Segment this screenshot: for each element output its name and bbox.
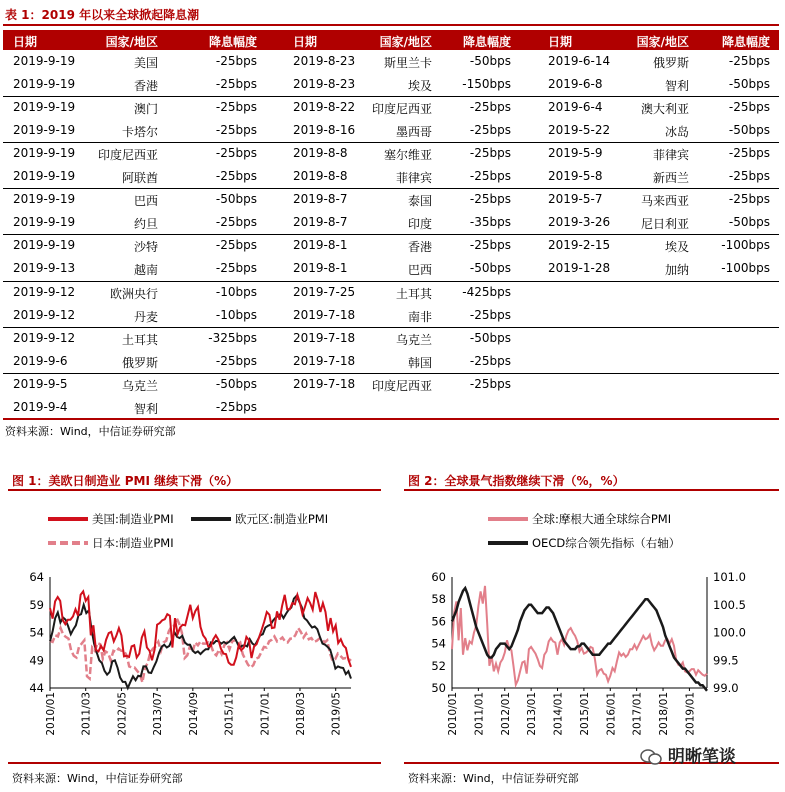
table-cell: 菲律宾 — [652, 148, 689, 163]
table-cell: 乌克兰 — [121, 378, 158, 393]
table-cell: 香港 — [133, 79, 158, 94]
table-cell: 印度尼西亚 — [371, 378, 432, 393]
table-cell: -25bps — [469, 353, 511, 368]
x-tick-label: 2010/01 — [447, 692, 459, 736]
x-tick-label: 2018/03 — [294, 692, 307, 736]
y-right-tick-label: 101.0 — [713, 570, 746, 584]
header-cell: 日期 — [13, 35, 38, 49]
table-cell: -25bps — [469, 238, 511, 253]
table-row — [3, 50, 779, 73]
table-cell: 阿联酋 — [121, 171, 158, 186]
legend-label: OECD综合领先指标（右轴） — [532, 536, 681, 550]
table-cell: 2019-9-12 — [13, 284, 76, 299]
y-left-tick-label: 58 — [431, 592, 446, 607]
x-tick-label: 2016/01 — [605, 692, 618, 736]
table-cell: 2019-6-14 — [548, 54, 611, 68]
table-cell: 2019-6-8 — [548, 77, 603, 92]
x-tick-label: 2018/01 — [658, 692, 671, 736]
table-cell: -35bps — [469, 215, 511, 230]
table-cell: 沙特 — [133, 240, 158, 255]
table-row — [3, 373, 779, 396]
table-cell: -50bps — [469, 54, 511, 68]
table-cell: 2019-8-8 — [293, 169, 348, 184]
table-cell: 俄罗斯 — [121, 355, 158, 370]
table-row — [3, 211, 779, 234]
table-cell: 2019-9-6 — [13, 353, 68, 368]
x-tick-label: 2019/05 — [330, 692, 343, 736]
figure2-source: 资料来源：Wind，中信证券研究部 — [408, 772, 579, 785]
legend-label: 欧元区:制造业PMI — [235, 512, 329, 526]
header-cell: 国家/地区 — [105, 35, 158, 49]
header-cell: 国家/地区 — [379, 35, 432, 49]
x-tick-label: 2015/11 — [223, 692, 236, 736]
table-title: 表 1：2019 年以来全球掀起降息潮 — [5, 8, 200, 22]
table-cell: -50bps — [215, 376, 257, 391]
table-cell: -25bps — [469, 100, 511, 115]
table-cell: 香港 — [407, 240, 432, 255]
table-cell: 2019-9-19 — [13, 123, 76, 138]
table-cell: 2019-7-18 — [293, 376, 356, 391]
x-tick-label: 2017/01 — [631, 692, 644, 736]
table-cell: 卡塔尔 — [121, 125, 158, 140]
y-right-tick-label: 99.0 — [713, 681, 739, 695]
table-cell: 土耳其 — [395, 286, 432, 301]
table-cell: -25bps — [215, 353, 257, 368]
table-header — [3, 30, 779, 50]
figure2-rule — [404, 489, 779, 491]
table-cell: -25bps — [728, 100, 770, 115]
figure2-chart — [404, 495, 782, 760]
y-left-tick-label: 56 — [431, 614, 446, 629]
table-cell: 2019-9-19 — [13, 169, 76, 184]
table-cell: -10bps — [215, 307, 257, 322]
table-cell: 尼日利亚 — [640, 217, 689, 232]
table-row — [3, 96, 779, 119]
legend-label: 全球:摩根大通全球综合PMI — [532, 512, 672, 526]
x-tick-label: 2012/01 — [499, 692, 512, 736]
series-us-pmi — [50, 591, 351, 667]
header-cell: 日期 — [548, 35, 573, 49]
table-cell: -25bps — [215, 77, 257, 92]
table-cell: 印度 — [407, 217, 432, 232]
table-row — [3, 304, 779, 327]
table-cell: 丹麦 — [133, 309, 158, 324]
table-row — [3, 142, 779, 165]
table-row — [3, 234, 779, 257]
header-cell: 国家/地区 — [636, 35, 689, 49]
table-cell: -100bps — [721, 238, 770, 253]
title-rule — [3, 24, 779, 26]
table-row — [3, 165, 779, 188]
table-cell: 2019-5-9 — [548, 146, 603, 161]
table-cell: 2019-9-12 — [13, 307, 76, 322]
table-cell: 2019-9-19 — [13, 54, 76, 68]
table-cell: 马来西亚 — [640, 194, 689, 209]
table-cell: 2019-8-1 — [293, 238, 348, 253]
table-cell: 2019-5-7 — [548, 192, 603, 207]
table-cell: 2019-8-7 — [293, 215, 348, 230]
table-cell: 2019-5-22 — [548, 123, 611, 138]
figure1-chart — [8, 495, 383, 760]
table-cell: 澳大利亚 — [640, 102, 689, 117]
table-cell: -25bps — [469, 376, 511, 391]
x-tick-label: 2015/01 — [578, 692, 591, 736]
y-tick-label: 49 — [29, 653, 44, 668]
figure1-title: 图 1：美欧日制造业 PMI 继续下滑（%） — [12, 474, 239, 488]
table-cell: 2019-9-19 — [13, 215, 76, 230]
table-cell: 新西兰 — [652, 171, 689, 186]
y-right-tick-label: 100.5 — [713, 597, 746, 612]
table-cell: -25bps — [215, 54, 257, 68]
table-cell: -25bps — [215, 238, 257, 253]
table-cell: 南非 — [407, 309, 432, 324]
table-cell: 智利 — [133, 401, 158, 416]
x-tick-label: 2010/01 — [45, 692, 57, 736]
table-cell: -25bps — [469, 169, 511, 184]
y-tick-label: 59 — [29, 597, 44, 612]
table-cell: -50bps — [728, 215, 770, 230]
table-cell: 泰国 — [407, 194, 432, 209]
table-cell: 2019-8-16 — [293, 123, 356, 138]
table-cell: 2019-1-28 — [548, 261, 611, 276]
x-tick-label: 2019/01 — [684, 692, 697, 736]
y-left-tick-label: 52 — [431, 658, 446, 673]
header-cell: 降息幅度 — [208, 35, 257, 49]
table-cell: 墨西哥 — [395, 125, 432, 140]
table-cell: 越南 — [133, 263, 158, 278]
table-row — [3, 396, 779, 419]
table-cell: 2019-3-26 — [548, 215, 611, 230]
figure2-title: 图 2：全球景气指数继续下滑（%，%） — [408, 474, 625, 488]
header-cell: 日期 — [293, 35, 318, 49]
table-cell: 印度尼西亚 — [371, 102, 432, 117]
table-row — [3, 73, 779, 96]
table-cell: 2019-9-19 — [13, 146, 76, 161]
table-cell: 2019-6-4 — [548, 100, 603, 115]
table-cell: 2019-7-18 — [293, 307, 356, 322]
figure1-bottom-rule — [8, 762, 381, 764]
legend-label: 美国:制造业PMI — [92, 512, 174, 526]
wechat-icon — [640, 748, 662, 766]
table-cell: 2019-9-19 — [13, 100, 76, 115]
table-cell: 2019-9-5 — [13, 376, 68, 391]
x-tick-label: 2013/07 — [152, 692, 165, 736]
table-cell: -25bps — [215, 399, 257, 414]
table-cell: 2019-8-8 — [293, 146, 348, 161]
table-cell: 巴西 — [133, 194, 158, 209]
table-cell: 2019-8-1 — [293, 261, 348, 276]
watermark — [640, 742, 736, 767]
table-cell: 2019-8-23 — [293, 54, 356, 68]
table-cell: -50bps — [215, 192, 257, 207]
table-cell: -150bps — [462, 77, 511, 92]
y-left-tick-label: 60 — [431, 570, 446, 584]
y-left-tick-label: 54 — [431, 636, 446, 651]
table-cell: -25bps — [469, 123, 511, 138]
table-cell: -25bps — [215, 261, 257, 276]
table-cell: 2019-7-18 — [293, 330, 356, 345]
table-cell: 加纳 — [664, 263, 689, 278]
header-cell: 降息幅度 — [721, 35, 770, 49]
table-row — [3, 119, 779, 142]
legend-label: 日本:制造业PMI — [92, 536, 174, 550]
table-cell: -25bps — [728, 54, 770, 68]
table-cell: 智利 — [664, 79, 689, 94]
table-cell: -25bps — [215, 123, 257, 138]
table-row — [3, 350, 779, 373]
x-tick-label: 2014/01 — [552, 692, 565, 736]
table-cell: -50bps — [728, 77, 770, 92]
table-cell: 埃及 — [407, 79, 432, 94]
y-right-tick-label: 99.5 — [713, 653, 739, 668]
y-tick-label: 64 — [29, 570, 44, 584]
table-cell: 2019-9-19 — [13, 77, 76, 92]
table-cell: -50bps — [728, 123, 770, 138]
table-cell: -25bps — [215, 100, 257, 115]
x-tick-label: 2011/01 — [473, 692, 486, 736]
table-source: 资料来源：Wind，中信证券研究部 — [5, 425, 176, 438]
table-cell: 2019-2-15 — [548, 238, 611, 253]
table-cell: 菲律宾 — [395, 171, 432, 186]
table-cell: -25bps — [728, 146, 770, 161]
y-left-tick-label: 50 — [431, 681, 446, 695]
table-cell: 土耳其 — [121, 332, 158, 347]
table-cell: -25bps — [728, 169, 770, 184]
table-cell: 埃及 — [664, 240, 689, 255]
table-row — [3, 188, 779, 211]
table-cell: 澳门 — [133, 102, 158, 117]
x-tick-label: 2017/01 — [259, 692, 272, 736]
series-oecd-cli — [452, 588, 707, 691]
table-cell: 欧洲央行 — [109, 286, 158, 301]
figure1-rule — [8, 489, 381, 491]
watermark-text: 明晰笔谈 — [667, 747, 736, 767]
table-row — [3, 327, 779, 350]
table-cell: -425bps — [462, 284, 511, 299]
table-cell: -25bps — [215, 169, 257, 184]
table-cell: 冰岛 — [664, 125, 689, 140]
table-cell: -25bps — [469, 192, 511, 207]
table-cell: -25bps — [469, 307, 511, 322]
table-cell: 斯里兰卡 — [383, 56, 432, 70]
table-cell: -10bps — [215, 284, 257, 299]
x-tick-label: 2013/01 — [526, 692, 539, 736]
table-cell: 2019-9-4 — [13, 399, 68, 414]
table-cell: 约旦 — [133, 217, 158, 232]
table-cell: 2019-5-8 — [548, 169, 603, 184]
table-cell: 2019-7-25 — [293, 284, 356, 299]
y-tick-label: 44 — [29, 681, 44, 695]
table-cell: 塞尔维亚 — [383, 148, 432, 163]
table-cell: -50bps — [469, 330, 511, 345]
table-cell: 韩国 — [407, 355, 432, 370]
y-right-tick-label: 100.0 — [713, 625, 746, 640]
x-tick-label: 2014/09 — [187, 692, 200, 736]
table-cell: 2019-9-19 — [13, 238, 76, 253]
table-cell: -100bps — [721, 261, 770, 276]
table-cell: 俄罗斯 — [652, 56, 689, 70]
table-row — [3, 257, 779, 280]
table-cell: -25bps — [728, 192, 770, 207]
table-cell: 巴西 — [407, 263, 432, 278]
table-cell: 印度尼西亚 — [97, 148, 158, 163]
table-cell: 2019-9-19 — [13, 192, 76, 207]
series-global-pmi — [452, 586, 707, 685]
table-cell: 2019-8-23 — [293, 77, 356, 92]
table-cell: 2019-9-13 — [13, 261, 76, 276]
table-cell: 2019-8-22 — [293, 100, 356, 115]
table-cell: 2019-9-12 — [13, 330, 76, 345]
table-cell: 2019-8-7 — [293, 192, 348, 207]
table-bottom-rule — [3, 418, 779, 420]
table-cell: -325bps — [208, 330, 257, 345]
table-cell: -25bps — [215, 215, 257, 230]
figure1-source: 资料来源：Wind，中信证券研究部 — [12, 772, 183, 785]
header-cell: 降息幅度 — [462, 35, 511, 49]
table-cell: 乌克兰 — [395, 332, 432, 347]
table-cell: 美国 — [133, 56, 158, 70]
table-cell: -25bps — [469, 146, 511, 161]
table-cell: -50bps — [469, 261, 511, 276]
table-row — [3, 281, 779, 304]
y-tick-label: 54 — [29, 625, 44, 640]
table-cell: -25bps — [215, 146, 257, 161]
x-tick-label: 2012/05 — [116, 692, 129, 736]
x-tick-label: 2011/03 — [80, 692, 93, 736]
table-cell: 2019-7-18 — [293, 353, 356, 368]
